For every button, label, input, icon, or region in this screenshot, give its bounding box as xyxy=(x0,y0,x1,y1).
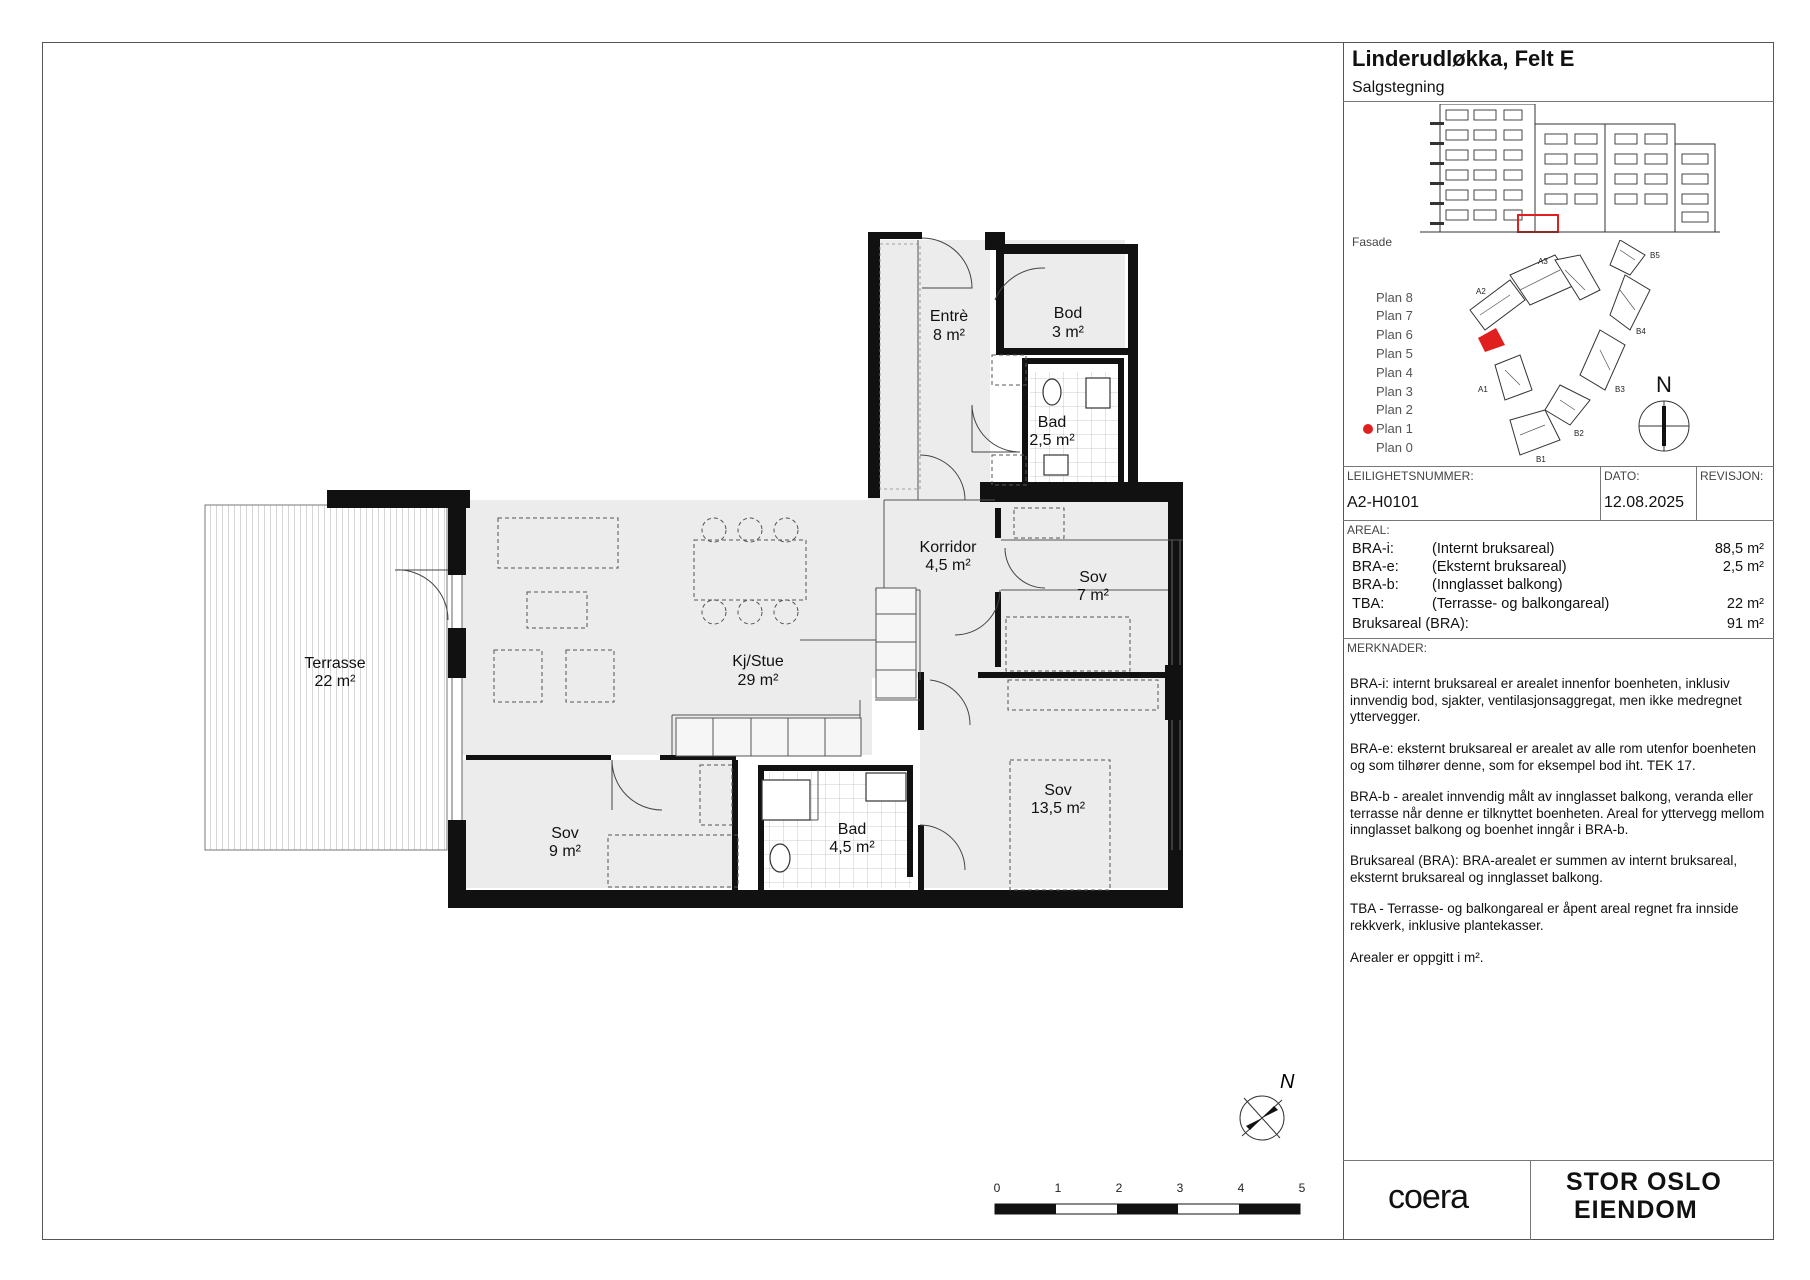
room-area: 29 m² xyxy=(737,672,779,689)
level-item-current[interactable]: Plan 1 xyxy=(1376,421,1413,436)
divider xyxy=(1343,1160,1774,1161)
area-value: 22 m² xyxy=(1726,596,1764,612)
note-paragraph: BRA-b - arealet innvendig målt av innglasset balkong, veranda eller terrasse når denne er tilknyttet boenheten. Areal for yttervegg mellom innglasset balkong og boenhet inngår i BRA-b. xyxy=(1350,789,1765,837)
page-subtitle: Salgstegning xyxy=(1352,79,1445,96)
area-total-value: 91 m² xyxy=(1726,616,1764,632)
area-desc: (Internt bruksareal) xyxy=(1432,541,1555,557)
level-item[interactable]: Plan 4 xyxy=(1376,365,1413,380)
notes-label: MERKNADER: xyxy=(1347,641,1428,655)
note-paragraph: Arealer er oppgitt i m². xyxy=(1350,950,1484,965)
svg-text:B5: B5 xyxy=(1650,251,1660,260)
floor-fills xyxy=(205,240,1168,888)
svg-text:B4: B4 xyxy=(1636,327,1646,336)
room-name: Sov xyxy=(1044,782,1072,799)
room-name: Terrasse xyxy=(304,655,366,672)
level-item[interactable]: Plan 8 xyxy=(1376,290,1413,305)
room-name: Bad xyxy=(1037,414,1067,431)
area-code: TBA: xyxy=(1352,596,1385,612)
compass-icon xyxy=(1240,1096,1284,1140)
date-label: DATO: xyxy=(1604,469,1640,483)
scale-bar xyxy=(995,1204,1300,1214)
room-area: 13,5 m² xyxy=(1030,800,1086,817)
area-total-label: Bruksareal (BRA): xyxy=(1352,616,1469,632)
stor-oslo-logo-line1: STOR OSLO xyxy=(1566,1168,1722,1196)
key-plan-north-label: N xyxy=(1656,372,1672,397)
divider xyxy=(1343,520,1774,521)
room-name: Bod xyxy=(1053,305,1083,322)
scale-tick: 3 xyxy=(1176,1181,1184,1195)
revision-label: REVISJON: xyxy=(1700,469,1764,483)
coera-logo: coera xyxy=(1388,1178,1469,1216)
page-title: Linderudløkka, Felt E xyxy=(1352,46,1575,71)
area-desc: (Innglasset balkong) xyxy=(1432,577,1563,593)
scale-tick: 4 xyxy=(1237,1181,1245,1195)
scale-tick: 1 xyxy=(1054,1181,1062,1195)
stor-oslo-logo-line2: EIENDOM xyxy=(1574,1196,1698,1224)
svg-text:A2: A2 xyxy=(1476,287,1486,296)
level-item[interactable]: Plan 6 xyxy=(1376,327,1413,342)
level-item[interactable]: Plan 5 xyxy=(1376,346,1413,361)
compass-label: N xyxy=(1280,1071,1295,1093)
room-area: 4,5 m² xyxy=(829,839,875,856)
room-area: 2,5 m² xyxy=(1029,432,1075,449)
room-name: Sov xyxy=(551,825,579,842)
room-area: 8 m² xyxy=(933,327,965,344)
key-plan xyxy=(1450,240,1690,465)
svg-text:B2: B2 xyxy=(1574,429,1584,438)
level-item[interactable]: Plan 2 xyxy=(1376,402,1413,417)
level-item[interactable]: Plan 0 xyxy=(1376,440,1413,455)
room-area: 4,5 m² xyxy=(925,557,971,574)
area-desc: (Terrasse- og balkongareal) xyxy=(1432,596,1610,612)
level-item[interactable]: Plan 7 xyxy=(1376,308,1413,323)
current-level-dot-icon xyxy=(1363,424,1373,434)
note-paragraph: TBA - Terrasse- og balkongareal er åpent areal regnet fra innside rekkverk, inklusive plantekasser. xyxy=(1350,901,1739,933)
svg-text:A1: A1 xyxy=(1478,385,1488,394)
note-paragraph: BRA-i: internt bruksareal er arealet innenfor boenheten, inklusiv innvendig bod, sjakter, ventilasjonsaggregat, men ikke medregnet yttervegger. xyxy=(1350,676,1742,724)
area-value: 2,5 m² xyxy=(1722,559,1764,575)
svg-text:A3: A3 xyxy=(1538,257,1548,266)
room-name: Entrè xyxy=(929,308,969,325)
divider xyxy=(1530,1160,1531,1240)
divider xyxy=(1600,466,1601,520)
room-area: 3 m² xyxy=(1052,324,1084,341)
divider xyxy=(1696,466,1697,520)
note-paragraph: Bruksareal (BRA): BRA-arealet er summen av internt bruksareal, eksternt bruksareal og innglasset balkong. xyxy=(1350,853,1738,885)
area-code: BRA-b: xyxy=(1352,577,1399,593)
divider xyxy=(1343,466,1774,467)
level-item[interactable]: Plan 3 xyxy=(1376,384,1413,399)
area-code: BRA-e: xyxy=(1352,559,1399,575)
scale-tick: 5 xyxy=(1298,1181,1306,1195)
area-desc: (Eksternt bruksareal) xyxy=(1432,559,1567,575)
svg-text:B1: B1 xyxy=(1536,455,1546,464)
scale-ticks xyxy=(994,1181,1306,1195)
facade-drawing xyxy=(1420,104,1720,234)
scale-tick: 0 xyxy=(993,1181,1001,1195)
area-code: BRA-i: xyxy=(1352,541,1394,557)
room-name: Kj/Stue xyxy=(732,653,784,670)
scale-tick: 2 xyxy=(1115,1181,1123,1195)
room-area: 9 m² xyxy=(549,843,581,860)
room-area: 7 m² xyxy=(1077,587,1109,604)
divider xyxy=(1343,638,1774,639)
facade-label: Fasade xyxy=(1352,235,1393,249)
room-name: Bad xyxy=(837,821,867,838)
divider xyxy=(1343,101,1774,102)
apartment-number-label: LEILIGHETSNUMMER: xyxy=(1347,469,1474,483)
room-area: 22 m² xyxy=(314,673,356,690)
note-paragraph: BRA-e: eksternt bruksareal er arealet av alle rom utenfor boenheten og som tilhører denne, som for eksempel bod iht. TEK 17. xyxy=(1350,741,1756,773)
date-value: 12.08.2025 xyxy=(1604,494,1685,511)
area-value: 88,5 m² xyxy=(1714,541,1764,557)
apartment-number: A2-H0101 xyxy=(1347,494,1420,511)
room-name: Sov xyxy=(1079,569,1107,586)
area-label: AREAL: xyxy=(1347,523,1390,537)
room-name: Korridor xyxy=(919,539,977,556)
svg-text:B3: B3 xyxy=(1615,385,1625,394)
